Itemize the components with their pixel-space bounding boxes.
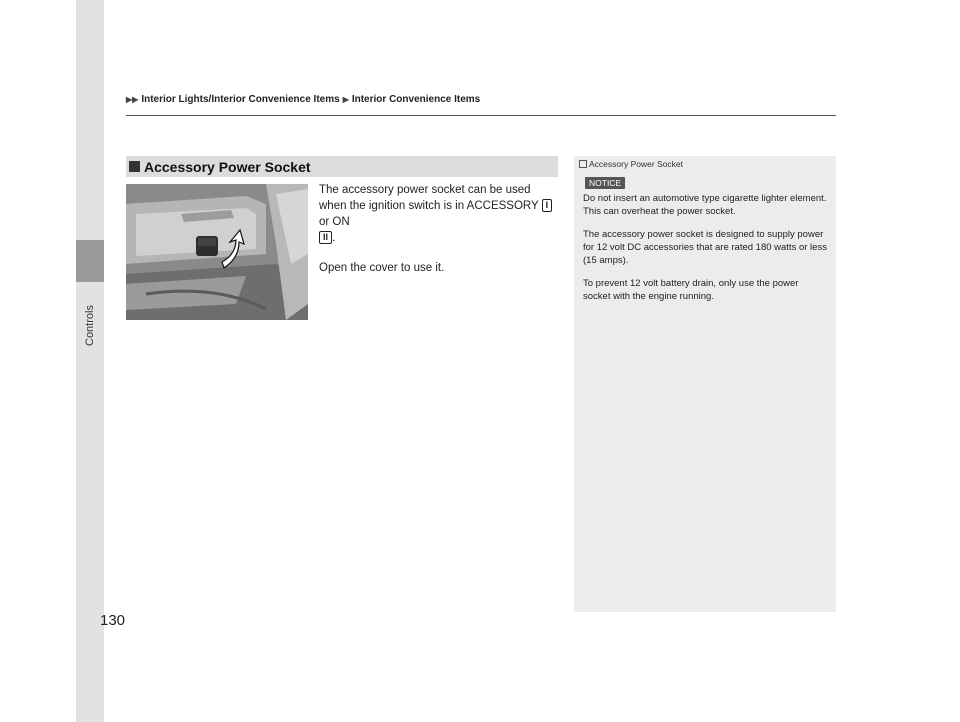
note-box-icon <box>579 160 587 168</box>
section-square-icon <box>129 161 140 172</box>
note-warning-text: Do not insert an automotive type cigarette lighter element. <box>583 193 827 204</box>
header-divider <box>126 115 836 116</box>
note-paragraph-1 <box>583 192 828 218</box>
chapter-tab-upper <box>76 0 104 240</box>
note-paragraph-2: The accessory power socket is designed to supply power for 12 volt DC accessories that are rated 180 watts or less (15 amps). <box>583 229 827 266</box>
note-panel <box>574 156 836 612</box>
open-cover-paragraph: Open the cover to use it. <box>319 262 445 274</box>
body-text <box>319 182 559 290</box>
instruction-text-or-on: or ON <box>319 216 350 228</box>
section-title: Accessory Power Socket <box>144 158 311 175</box>
breadcrumb-arrow-icon: ▶ <box>342 95 349 104</box>
chapter-tab-marker <box>76 240 104 282</box>
note-paragraph-3: To prevent 12 volt battery drain, only use the power socket with the engine running. <box>583 278 799 302</box>
notice-badge: NOTICE <box>585 177 625 189</box>
note-heading <box>579 159 683 169</box>
on-key-icon: II <box>319 231 332 244</box>
note-body <box>583 192 828 313</box>
instruction-text: The accessory power socket can be used when the ignition switch is in ACCESSORY <box>319 184 539 212</box>
instruction-paragraph <box>319 182 559 246</box>
breadcrumb <box>126 94 480 105</box>
note-warning-consequence: This can overheat the power socket. <box>583 206 736 217</box>
chapter-label: Controls <box>84 305 96 346</box>
page-number: 130 <box>100 612 126 629</box>
breadcrumb-arrow-icon: ▶▶ <box>126 95 139 104</box>
accessory-key-icon: I <box>542 199 553 212</box>
chapter-tab-lower <box>76 282 104 722</box>
power-socket-illustration <box>126 184 308 320</box>
breadcrumb-item-2[interactable]: Interior Convenience Items <box>351 94 481 105</box>
breadcrumb-item-1[interactable]: Interior Lights/Interior Convenience Items <box>141 94 340 105</box>
note-heading-text: Accessory Power Socket <box>589 159 684 169</box>
section-header <box>126 156 558 177</box>
instruction-period: . <box>332 232 336 244</box>
